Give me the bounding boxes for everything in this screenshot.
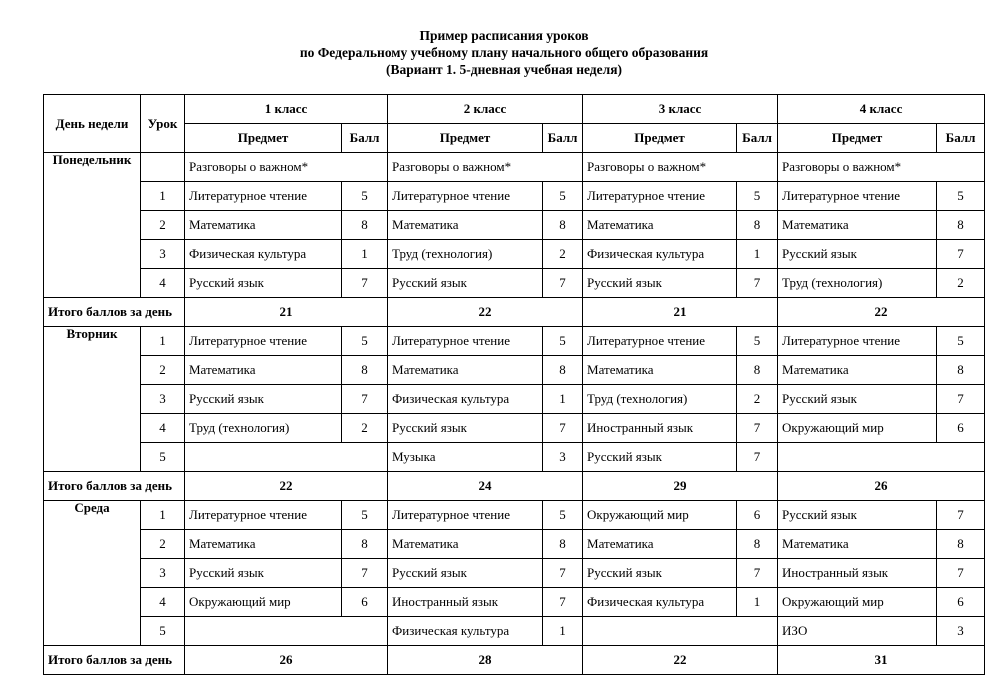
subject-cell: Труд (технология) — [583, 385, 737, 414]
score-cell: 8 — [937, 530, 985, 559]
subject-cell: Математика — [583, 356, 737, 385]
score-cell: 7 — [937, 501, 985, 530]
subject-cell: Труд (технология) — [388, 240, 543, 269]
subject-cell: Труд (технология) — [778, 269, 937, 298]
lesson-number: 1 — [141, 327, 185, 356]
empty-cell — [778, 443, 985, 472]
subject-cell: Иностранный язык — [388, 588, 543, 617]
score-cell: 1 — [543, 617, 583, 646]
subject-cell: Русский язык — [583, 559, 737, 588]
lesson-number: 5 — [141, 617, 185, 646]
lesson-number: 1 — [141, 501, 185, 530]
subject-cell: Иностранный язык — [583, 414, 737, 443]
intro-row — [44, 153, 985, 182]
score-cell: 7 — [543, 588, 583, 617]
lesson-row — [44, 269, 985, 298]
subject-cell: Окружающий мир — [583, 501, 737, 530]
score-cell: 2 — [543, 240, 583, 269]
total-row — [44, 646, 985, 675]
score-cell: 3 — [937, 617, 985, 646]
score-cell: 7 — [342, 559, 388, 588]
score-cell: 8 — [737, 211, 778, 240]
score-cell: 1 — [342, 240, 388, 269]
subject-cell: Литературное чтение — [778, 327, 937, 356]
subject-cell: Русский язык — [388, 269, 543, 298]
lesson-number-empty — [141, 153, 185, 182]
score-cell: 8 — [937, 356, 985, 385]
lesson-row — [44, 414, 985, 443]
day-name: Вторник — [44, 327, 141, 472]
subject-cell: Музыка — [388, 443, 543, 472]
total-value: 22 — [185, 472, 388, 501]
header-score: Балл — [342, 124, 388, 153]
intro-subject: Разговоры о важном* — [185, 153, 388, 182]
subject-cell: Русский язык — [583, 269, 737, 298]
subject-cell: Математика — [185, 211, 342, 240]
title-line-2: по Федеральному учебному плану начального общего образования — [299, 45, 709, 60]
score-cell: 6 — [737, 501, 778, 530]
empty-cell — [185, 617, 388, 646]
lesson-row — [44, 182, 985, 211]
subject-cell: Окружающий мир — [778, 588, 937, 617]
lesson-row — [44, 327, 985, 356]
score-cell: 1 — [737, 240, 778, 269]
score-cell: 5 — [543, 327, 583, 356]
header-lesson: Урок — [141, 95, 185, 153]
score-cell: 8 — [342, 356, 388, 385]
subject-cell: Русский язык — [185, 559, 342, 588]
subject-cell: Физическая культура — [583, 240, 737, 269]
total-value: 22 — [778, 298, 985, 327]
intro-subject: Разговоры о важном* — [778, 153, 985, 182]
day-name: Понедельник — [44, 153, 141, 298]
lesson-row — [44, 240, 985, 269]
score-cell: 5 — [737, 327, 778, 356]
total-value: 29 — [583, 472, 778, 501]
score-cell: 7 — [937, 559, 985, 588]
subject-cell: Математика — [185, 356, 342, 385]
title-line-1: Пример расписания уроков — [419, 28, 589, 43]
subject-cell: Окружающий мир — [185, 588, 342, 617]
subject-cell: Литературное чтение — [778, 182, 937, 211]
subject-cell: Литературное чтение — [583, 182, 737, 211]
score-cell: 7 — [543, 559, 583, 588]
score-cell: 1 — [543, 385, 583, 414]
score-cell: 8 — [543, 356, 583, 385]
score-cell: 7 — [543, 414, 583, 443]
lesson-number: 2 — [141, 530, 185, 559]
total-label: Итого баллов за день — [44, 472, 185, 501]
score-cell: 5 — [342, 182, 388, 211]
subject-cell: Математика — [388, 356, 543, 385]
total-label: Итого баллов за день — [44, 646, 185, 675]
score-cell: 5 — [543, 182, 583, 211]
header-score: Балл — [937, 124, 985, 153]
score-cell: 7 — [937, 240, 985, 269]
subject-cell: Русский язык — [185, 269, 342, 298]
lesson-row — [44, 211, 985, 240]
document-title — [0, 27, 1008, 78]
subject-cell: Физическая культура — [185, 240, 342, 269]
schedule-table — [43, 94, 985, 675]
subject-cell: ИЗО — [778, 617, 937, 646]
score-cell: 7 — [342, 385, 388, 414]
score-cell: 7 — [737, 414, 778, 443]
score-cell: 2 — [937, 269, 985, 298]
lesson-number: 4 — [141, 269, 185, 298]
header-row-columns — [44, 124, 985, 153]
total-value: 26 — [778, 472, 985, 501]
header-subject: Предмет — [583, 124, 737, 153]
empty-cell — [583, 617, 778, 646]
intro-subject: Разговоры о важном* — [388, 153, 583, 182]
lesson-number: 2 — [141, 211, 185, 240]
score-cell: 6 — [342, 588, 388, 617]
subject-cell: Математика — [778, 211, 937, 240]
subject-cell: Русский язык — [388, 414, 543, 443]
header-class: 3 класс — [583, 95, 778, 124]
score-cell: 5 — [737, 182, 778, 211]
header-subject: Предмет — [185, 124, 342, 153]
subject-cell: Русский язык — [185, 385, 342, 414]
subject-cell: Физическая культура — [388, 385, 543, 414]
score-cell: 2 — [737, 385, 778, 414]
score-cell: 5 — [937, 182, 985, 211]
total-value: 31 — [778, 646, 985, 675]
score-cell: 8 — [737, 530, 778, 559]
header-score: Балл — [737, 124, 778, 153]
total-value: 28 — [388, 646, 583, 675]
lesson-number: 4 — [141, 588, 185, 617]
header-class: 4 класс — [778, 95, 985, 124]
total-value: 24 — [388, 472, 583, 501]
lesson-row — [44, 530, 985, 559]
score-cell: 7 — [737, 443, 778, 472]
lesson-number: 4 — [141, 414, 185, 443]
score-cell: 5 — [543, 501, 583, 530]
day-name: Среда — [44, 501, 141, 646]
subject-cell: Математика — [388, 211, 543, 240]
score-cell: 8 — [543, 211, 583, 240]
subject-cell: Литературное чтение — [185, 182, 342, 211]
total-label: Итого баллов за день — [44, 298, 185, 327]
subject-cell: Труд (технология) — [185, 414, 342, 443]
score-cell: 7 — [737, 559, 778, 588]
subject-cell: Литературное чтение — [388, 501, 543, 530]
total-value: 22 — [388, 298, 583, 327]
intro-subject: Разговоры о важном* — [583, 153, 778, 182]
subject-cell: Математика — [388, 530, 543, 559]
score-cell: 8 — [342, 530, 388, 559]
empty-cell — [185, 443, 388, 472]
subject-cell: Литературное чтение — [583, 327, 737, 356]
lesson-row — [44, 443, 985, 472]
subject-cell: Русский язык — [778, 385, 937, 414]
lesson-number: 3 — [141, 240, 185, 269]
subject-cell: Математика — [185, 530, 342, 559]
score-cell: 5 — [342, 327, 388, 356]
score-cell: 7 — [342, 269, 388, 298]
total-value: 22 — [583, 646, 778, 675]
score-cell: 1 — [737, 588, 778, 617]
subject-cell: Окружающий мир — [778, 414, 937, 443]
score-cell: 5 — [342, 501, 388, 530]
lesson-number: 3 — [141, 559, 185, 588]
lesson-number: 3 — [141, 385, 185, 414]
score-cell: 8 — [543, 530, 583, 559]
subject-cell: Физическая культура — [583, 588, 737, 617]
lesson-row — [44, 385, 985, 414]
total-row — [44, 298, 985, 327]
score-cell: 3 — [543, 443, 583, 472]
lesson-row — [44, 559, 985, 588]
score-cell: 8 — [342, 211, 388, 240]
total-row — [44, 472, 985, 501]
lesson-row — [44, 356, 985, 385]
subject-cell: Русский язык — [778, 240, 937, 269]
header-subject: Предмет — [778, 124, 937, 153]
subject-cell: Русский язык — [388, 559, 543, 588]
subject-cell: Литературное чтение — [185, 501, 342, 530]
total-value: 26 — [185, 646, 388, 675]
subject-cell: Математика — [583, 530, 737, 559]
lesson-number: 5 — [141, 443, 185, 472]
title-line-3: (Вариант 1. 5-дневная учебная неделя) — [385, 62, 622, 77]
header-score: Балл — [543, 124, 583, 153]
score-cell: 7 — [543, 269, 583, 298]
subject-cell: Физическая культура — [388, 617, 543, 646]
score-cell: 5 — [937, 327, 985, 356]
subject-cell: Русский язык — [778, 501, 937, 530]
subject-cell: Литературное чтение — [388, 327, 543, 356]
total-value: 21 — [583, 298, 778, 327]
score-cell: 8 — [737, 356, 778, 385]
total-value: 21 — [185, 298, 388, 327]
score-cell: 7 — [937, 385, 985, 414]
subject-cell: Русский язык — [583, 443, 737, 472]
subject-cell: Математика — [778, 530, 937, 559]
header-class: 2 класс — [388, 95, 583, 124]
lesson-row — [44, 617, 985, 646]
score-cell: 7 — [737, 269, 778, 298]
lesson-row — [44, 588, 985, 617]
score-cell: 8 — [937, 211, 985, 240]
lesson-number: 2 — [141, 356, 185, 385]
subject-cell: Математика — [583, 211, 737, 240]
score-cell: 6 — [937, 588, 985, 617]
subject-cell: Математика — [778, 356, 937, 385]
subject-cell: Иностранный язык — [778, 559, 937, 588]
lesson-number: 1 — [141, 182, 185, 211]
header-subject: Предмет — [388, 124, 543, 153]
score-cell: 2 — [342, 414, 388, 443]
header-row-classes — [44, 95, 985, 124]
subject-cell: Литературное чтение — [185, 327, 342, 356]
subject-cell: Литературное чтение — [388, 182, 543, 211]
lesson-row — [44, 501, 985, 530]
header-day: День недели — [44, 95, 141, 153]
header-class: 1 класс — [185, 95, 388, 124]
score-cell: 6 — [937, 414, 985, 443]
